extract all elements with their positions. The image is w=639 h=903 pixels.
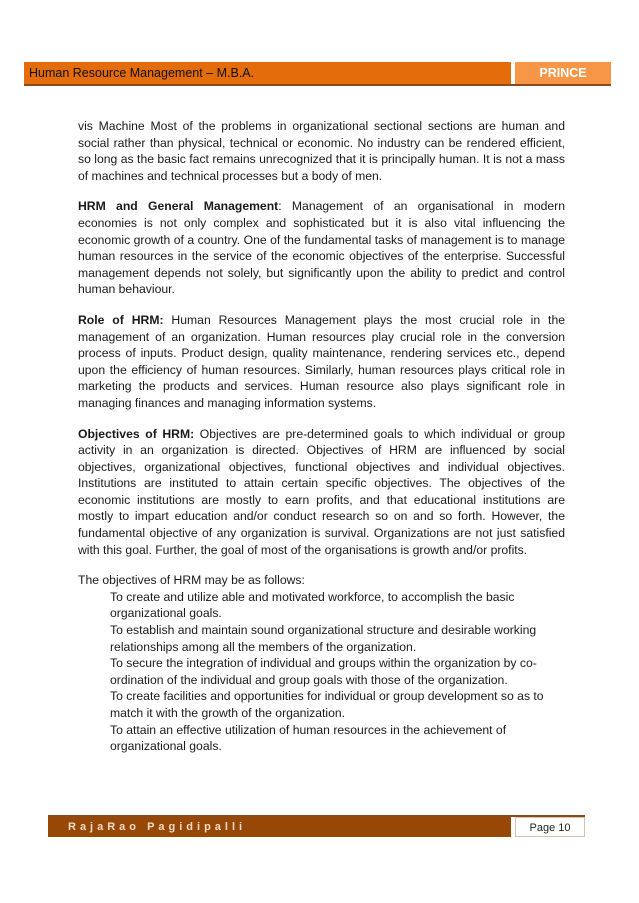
list-intro: The objectives of HRM may be as follows: [78, 573, 305, 588]
paragraph-hrm-general-management [78, 198, 565, 298]
paragraph-intro: vis Machine Most of the problems in organizational sectional sections are human and social rather than physical, technical or economic. No industry can be rendered efficient, so long as the basic fact remains unrecognized that it is principally human. It is not a mass of machines and technical processes but a body of men. [78, 119, 565, 183]
header-title: Human Resource Management – M.B.A. [24, 62, 511, 84]
paragraph-objectives-of-hrm [78, 426, 565, 559]
document-body [78, 118, 565, 755]
footer-author: RajaRao Pagidipalli [48, 817, 511, 837]
list-item: To establish and maintain sound organizational structure and desirable working relationships among all the members of the organization. [110, 623, 537, 654]
list-item: To attain an effective utilization of human resources in the achievement of organizational goals. [110, 722, 507, 754]
page-footer [48, 815, 585, 837]
paragraph-text: : Management of an organisational in modern economies is not only complex and sophisticated but it is also vital influencing the economic growth of a country. One of the fundamental tasks of management is to manage human resources in the service of the economic objectives of the enterprise. Successful management depends not solely, but significantly upon the ability to predict and control human behaviour. [78, 199, 565, 297]
list-item: To create facilities and opportunities for individual or group development so as to match it with the growth of the organization. [110, 689, 544, 720]
section-heading: Role of HRM: [78, 312, 164, 327]
paragraph-text: Objectives are pre-determined goals to which individual or group activity in an organization is directed. Objectives of HRM are influenced by social objectives, organizational objectives, functional objectives and individual objectives. Institutions are instituted to attain certain specific objectives. The objectives of the economic institutions are mostly to earn profits, and that educational institutions are mostly to impart education and/or conduct research so on and so forth. However, the fundamental objective of any organization is survival. Organizations are not just satisfied with this goal. Further, the goal of most of the organisations is growth and/or profits. [78, 426, 565, 557]
header-brand: PRINCE [515, 62, 611, 84]
section-heading: HRM and General Management [78, 199, 279, 214]
page-number: Page 10 [515, 817, 585, 837]
list-item: To secure the integration of individual and groups within the organization by co-ordination of the individual and group goals with those of the organization. [110, 656, 537, 687]
objectives-list [78, 589, 565, 755]
section-heading: Objectives of HRM: [78, 426, 195, 441]
list-item: To create and utilize able and motivated workforce, to accomplish the basic organizational goals. [110, 589, 515, 621]
page-header [24, 62, 611, 86]
paragraph-text: Human Resources Management plays the most crucial role in the management of an organization. Human resources play crucial role in the conversion process of inputs. Product design, quality maintenance, rendering services etc., depend upon the efficiency of human resources. Similarly, human resources plays critical role in marketing the products and services. Human resource also plays significant role in managing finances and managing information systems. [78, 312, 565, 410]
paragraph-role-of-hrm [78, 312, 565, 412]
